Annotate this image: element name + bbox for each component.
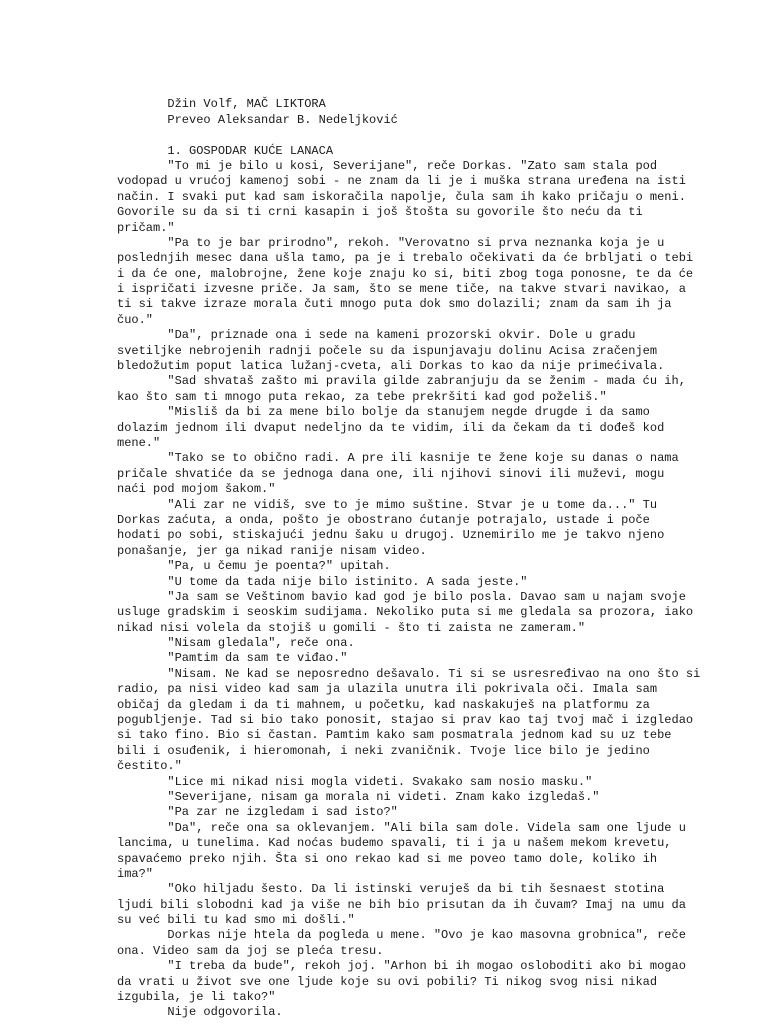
text-line: radio, pa nisi video kad sam ja ulazila unutra ili pokrivala oči. Imala sam: [117, 682, 658, 697]
text-line: spavaćemo preko njih. Šta si ono rekao kad si me poveo tamo dole, koliko ih: [117, 851, 658, 866]
text-line: "Pa, u čemu je poenta?" upitah.: [117, 559, 391, 574]
text-line: "U tome da tada nije bilo istinito. A sada jeste.": [117, 574, 528, 589]
text-line: ona. Video sam da joj se pleća tresu.: [117, 943, 384, 958]
text-line: "Ali zar ne vidiš, sve to je mimo suštine. Stvar je u tome da..." Tu: [117, 497, 658, 512]
text-line: pričale shvatiće da se jednoga dana one, ili njihovi sinovi ili muževi, mogu: [117, 466, 665, 481]
text-line: pogubljenje. Tad si bio tako ponosit, stajao si prav kao taj tvoj mač i izgledao: [117, 713, 694, 728]
text-line: i ispričati izvesne priče. Ja sam, što se mene tiče, na takve stvari navikao, a: [117, 282, 686, 297]
text-line: ti si takve izraze morala čuti mnogo puta dok smo dolazili; znam da sam ih ja: [117, 297, 672, 312]
text-line: "Da", reče ona sa oklevanjem. "Ali bila sam dole. Videla sam one ljude u: [117, 820, 686, 835]
text-line: način. I svaki put kad sam iskoračila napolje, čula sam ih kako pričaju o meni.: [117, 189, 686, 204]
text-line: običaj da gledam i da ti mahnem, u početku, kad naskakuješ na platformu za: [117, 697, 650, 712]
text-line: da vrati u život sve one ljude koje su ovi pobili? Ti nikog svog nisi nikad: [117, 974, 658, 989]
text-line: "I treba da bude", rekoh joj. "Arhon bi ih mogao osloboditi ako bi mogao: [117, 959, 686, 974]
text-line: "Tako se to obično radi. A pre ili kasnije te žene koje su danas o nama: [117, 451, 679, 466]
text-line: i da će one, malobrojne, žene koje znaju ko si, biti zbog toga ponosne, te da će: [117, 266, 694, 281]
text-line: "Pamtim da sam te viđao.": [117, 651, 348, 666]
text-line: nikad nisi volela da stojiš u gomili - što ti zaista ne zameram.": [117, 620, 586, 635]
text-line: poslednjih mesec dana ušla tamo, pa je i trebalo očekivati da će brbljati o tebi: [117, 251, 694, 266]
text-line: "Pa to je bar prirodno", rekoh. "Verovatno si prva neznanka koja je u: [117, 235, 665, 250]
text-line: čuo.": [117, 312, 154, 327]
text-line: hodati po sobi, stiskajući jednu šaku u drugoj. Uznemirilo me je takvo njeno: [117, 528, 665, 543]
text-line: su već bili tu kad smo mi došli.": [117, 913, 355, 928]
text-line: Dorkas zaćuta, a onda, pošto je obostrano ćutanje potrajalo, ustade i poče: [117, 512, 650, 527]
text-line: ljudi bili slobodni kad ja više ne bih bio prisutan da ih čuvam? Imaj na umu da: [117, 897, 686, 912]
text-line: bili i osuđenik, i hieromonah, i neki zvaničnik. Tvoje lice bilo je jedino: [117, 743, 650, 758]
text-line: si tako fino. Bio si častan. Pamtim kako sam posmatrala jednom kad su uz tebe: [117, 728, 672, 743]
text-line: kao što sam ti mnogo puta rekao, za tebe prekršiti kad god poželiš.": [117, 389, 607, 404]
text-line: "Severijane, nisam ga morala ni videti. Znam kako izgledaš.": [117, 789, 600, 804]
text-line: "Pa zar ne izgledam i sad isto?": [117, 805, 398, 820]
text-line: svetiljke nebrojenih radnji počele su da ispunjavaju dolinu Acisa zračenjem: [117, 343, 658, 358]
text-line: pričam.": [117, 220, 175, 235]
text-line: "Nisam. Ne kad se neposredno dešavalo. Ti si se usresređivao na ono što si: [117, 666, 701, 681]
text-line: usluge gradskim i seoskim sudijama. Nekoliko puta si me gledala sa prozora, iako: [117, 605, 694, 620]
text-line: bledožutim poput latica lužanj-cveta, ali Dorkas to kao da nije primećivala.: [117, 359, 665, 374]
text-line: naći pod mojom šakom.": [117, 482, 276, 497]
text-line: "Misliš da bi za mene bilo bolje da stanujem negde drugde i da samo: [117, 405, 650, 420]
text-line: lancima, u tunelima. Kad noćas budemo spavali, ti i ja u našem mekom krevetu,: [117, 836, 672, 851]
text-line: "Nisam gledala", reče ona.: [117, 636, 355, 651]
text-line: Preveo Aleksandar B. Nedeljković: [117, 112, 398, 127]
document-text: [117, 82, 701, 1021]
text-line: "Da", priznade ona i sede na kameni prozorski okvir. Dole u gradu: [117, 328, 636, 343]
text-line: [117, 128, 647, 143]
text-line: ima?": [117, 866, 154, 881]
text-line: čestito.": [117, 759, 182, 774]
text-line: [117, 82, 647, 97]
text-line: Džin Volf, MAČ LIKTORA: [117, 97, 326, 112]
text-line: vodopad u vrućoj kamenoj sobi - ne znam da li je i muška strana uređena na isti: [117, 174, 686, 189]
text-line: Nije odgovorila.: [117, 1005, 283, 1020]
text-line: dolazim jednom ili dvaput nedeljno da te vidim, ili da čekam da ti dođeš kod: [117, 420, 665, 435]
text-line: mene.": [117, 435, 161, 450]
text-line: ponašanje, jer ga nikad ranije nisam video.: [117, 543, 427, 558]
text-line: Govorile su da si ti crni kasapin i još štošta su govorile što neću da ti: [117, 205, 643, 220]
text-line: 1. GOSPODAR KUĆE LANACA: [117, 143, 334, 158]
text-line: "Sad shvataš zašto mi pravila gilde zabranjuju da se ženim - mada ću ih,: [117, 374, 686, 389]
text-line: "Ja sam se Veštinom bavio kad god je bilo posla. Davao sam u najam svoje: [117, 589, 686, 604]
text-line: "Lice mi nikad nisi mogla videti. Svakako sam nosio masku.": [117, 774, 593, 789]
text-line: "To mi je bilo u kosi, Severijane", reče Dorkas. "Zato sam stala pod: [117, 158, 658, 173]
text-line: "Oko hiljadu šesto. Da li istinski veruješ da bi tih šesnaest stotina: [117, 882, 665, 897]
text-line: izgubila, je li tako?": [117, 990, 276, 1005]
text-line: Dorkas nije htela da pogleda u mene. "Ovo je kao masovna grobnica", reče: [117, 928, 686, 943]
